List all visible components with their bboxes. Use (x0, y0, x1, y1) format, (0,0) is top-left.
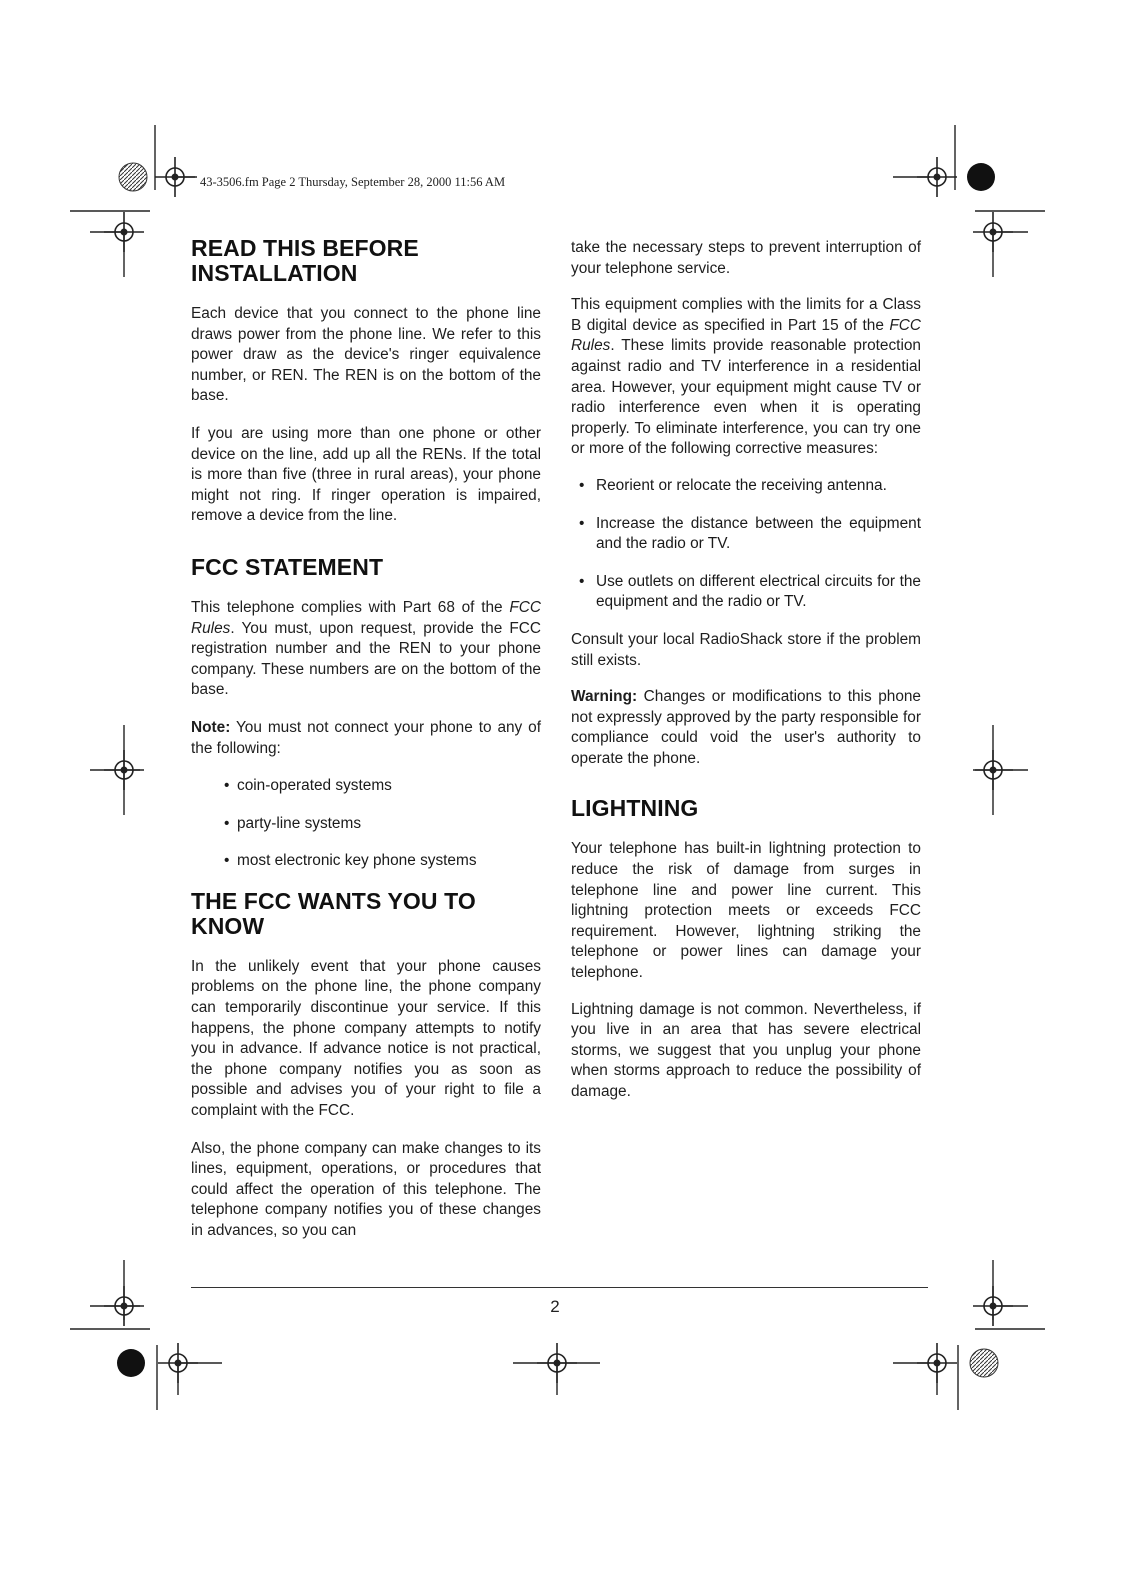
registration-dot-icon (119, 163, 147, 191)
paragraph: In the unlikely event that your phone causes problems on the phone line, the phone company can temporarily discontinue your service. If this happens, the phone company attempts to notify you in advance. If advance notice is not practical, the phone company notifies you as soon as possible and advises you of your right to file a complaint with the FCC. (191, 957, 541, 1120)
right-column (571, 238, 921, 1119)
page-slug: 43-3506.fm Page 2 Thursday, September 28, 2000 11:56 AM (200, 175, 506, 189)
note-label: Note: (191, 718, 231, 736)
paragraph: Also, the phone company can make changes to its lines, equipment, operations, or procedures that could affect the operation of this telephone. The telephone company notifies you of these changes in advances, so you can (191, 1139, 541, 1239)
warning-paragraph: Warning: Changes or modifications to this phone not expressly approved by the party responsible for compliance could void the user's authority to operate the phone. (571, 688, 921, 767)
left-column (191, 236, 541, 1259)
footer-rule (191, 1287, 928, 1288)
paragraph: Consult your local RadioShack store if the problem still exists. (571, 630, 921, 669)
registration-solid-dot-icon (967, 163, 995, 191)
paragraph: This telephone complies with Part 68 of the FCC Rules. You must, upon request, provide the FCC registration number and the REN to your phone company. These numbers are on the bottom of the base. (191, 598, 541, 699)
paragraph: If you are using more than one phone or other device on the line, add up all the RENs. If the total is more than five (three in rural areas), your phone might not ring. If ringer operation is impaired, remove a device from the line. (191, 424, 541, 525)
paragraph: This equipment complies with the limits for a Class B digital device as specified in Part 15 of the FCC Rules. These limits provide reasonable protection against radio and TV interference in a residential area. However, your equipment might cause TV or radio interference even when it is operating properly. To eliminate interference, you can try one or more of the following corrective measures: (571, 296, 921, 458)
list-item: • Use outlets on different electrical circuits for the equipment and the radio or TV. (579, 572, 921, 611)
section-title-read-before: READ THIS BEFORE INSTALLATION (191, 235, 419, 286)
registration-dot-icon (970, 1349, 998, 1377)
paragraph: Each device that you connect to the phone line draws power from the phone line. We refer to this power draw as the device's ringer equivalence number, or REN. The REN is on the bottom of the base. (191, 305, 541, 405)
section-title-lightning: LIGHTNING (571, 795, 699, 822)
bullet-list (571, 476, 921, 613)
section-title-fcc-wants: THE FCC WANTS YOU TO KNOW (191, 887, 476, 939)
list-item: • most electronic key phone systems (224, 852, 477, 870)
bullet-list (191, 776, 541, 872)
list-item: • party-line systems (224, 814, 362, 832)
paragraph: take the necessary steps to prevent interruption of your telephone service. (571, 239, 921, 277)
paragraph: Lightning damage is not common. Nevertheless, if you live in an area that has severe electrical storms, we suggest that you unplug your phone when storms approach to reduce the possibility of damage. (571, 1000, 921, 1100)
page-number: 2 (550, 1297, 560, 1316)
note-paragraph: Note: You must not connect your phone to any of the following: (191, 718, 541, 757)
registration-solid-dot-icon (117, 1349, 145, 1377)
list-item: • coin-operated systems (224, 777, 392, 795)
list-item: • Increase the distance between the equipment and the radio or TV. (579, 514, 921, 553)
warning-label: Warning: (571, 688, 638, 706)
section-title-fcc-statement: FCC STATEMENT (191, 553, 384, 580)
paragraph: Your telephone has built-in lightning protection to reduce the risk of damage from surges in telephone line and power line current. This lightning protection meets or exceeds FCC requirement. However, lightning striking the telephone or power lines can damage your telephone. (571, 840, 921, 982)
list-item: • Reorient or relocate the receiving antenna. (579, 476, 887, 494)
